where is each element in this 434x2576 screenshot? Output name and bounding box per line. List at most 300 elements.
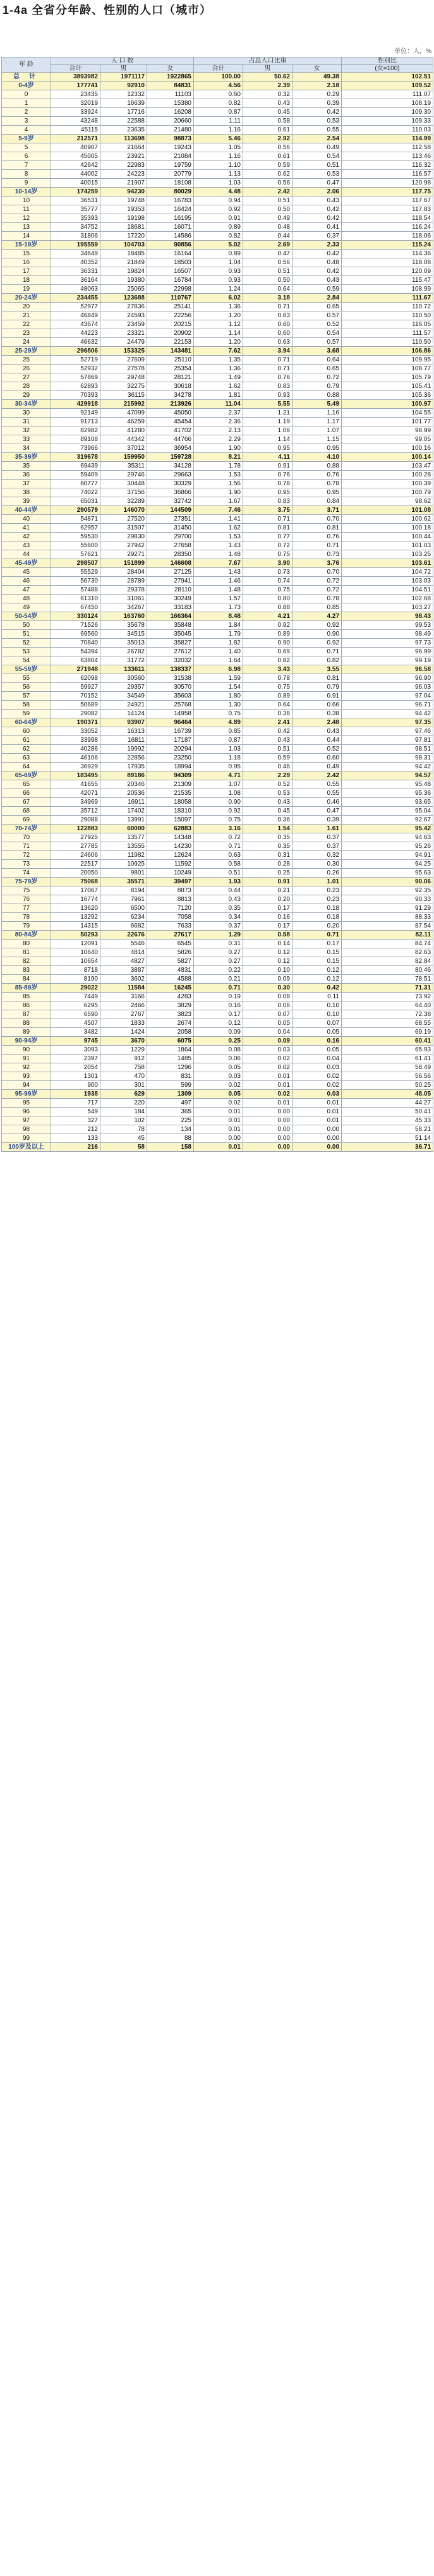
sex-ratio-cell: 64.40 — [342, 1001, 433, 1010]
total-cell: 92149 — [51, 409, 100, 418]
share-total-cell: 0.01 — [194, 1108, 243, 1116]
age-cell: 0-4岁 — [2, 82, 51, 90]
sex-ratio-cell: 111.57 — [342, 329, 433, 338]
table-row — [2, 108, 433, 117]
share-total-cell: 1.53 — [194, 533, 243, 541]
share-male-cell: 0.02 — [243, 1055, 292, 1063]
female-cell: 213926 — [147, 400, 194, 409]
male-cell: 5546 — [100, 940, 147, 948]
sex-ratio-cell: 45.33 — [342, 1116, 433, 1125]
female-cell: 25110 — [147, 356, 194, 365]
table-row — [2, 701, 433, 710]
table-row-group — [2, 400, 433, 409]
table-row — [2, 904, 433, 913]
share-male-cell: 0.01 — [243, 1072, 292, 1081]
female-cell: 35827 — [147, 639, 194, 648]
share-male-cell: 0.63 — [243, 311, 292, 320]
female-cell: 31538 — [147, 674, 194, 683]
share-total-cell: 0.00 — [194, 1134, 243, 1143]
total-cell: 70840 — [51, 639, 100, 648]
male-cell: 60000 — [100, 825, 147, 833]
female-cell: 34278 — [147, 391, 194, 400]
share-male-cell: 0.32 — [243, 90, 292, 99]
total-cell: 42642 — [51, 161, 100, 170]
share-total-cell: 6.02 — [194, 294, 243, 303]
sex-ratio-cell: 95.63 — [342, 869, 433, 878]
age-cell: 7 — [2, 161, 51, 170]
total-cell: 24606 — [51, 851, 100, 860]
total-cell: 32019 — [51, 99, 100, 108]
table-row-group — [2, 135, 433, 143]
table-row — [2, 329, 433, 338]
total-cell: 74022 — [51, 488, 100, 497]
sex-ratio-cell: 95.36 — [342, 789, 433, 798]
female-cell: 27658 — [147, 541, 194, 550]
male-cell: 18485 — [100, 250, 147, 258]
total-cell: 549 — [51, 1108, 100, 1116]
male-cell: 17716 — [100, 108, 147, 117]
male-cell: 24479 — [100, 338, 147, 347]
age-cell: 35-39岁 — [2, 453, 51, 462]
age-cell: 45-49岁 — [2, 559, 51, 568]
female-cell: 28110 — [147, 586, 194, 595]
male-cell: 21664 — [100, 143, 147, 152]
share-total-cell: 0.72 — [194, 833, 243, 842]
total-cell: 216 — [51, 1143, 100, 1152]
male-cell: 26782 — [100, 648, 147, 656]
share-total-cell: 1.36 — [194, 365, 243, 373]
total-cell: 3482 — [51, 1028, 100, 1037]
age-cell: 15 — [2, 250, 51, 258]
table-row — [2, 603, 433, 612]
female-cell: 11103 — [147, 90, 194, 99]
share-female-cell: 0.18 — [292, 913, 342, 922]
age-cell: 80 — [2, 940, 51, 948]
sex-ratio-cell: 103.27 — [342, 603, 433, 612]
sex-ratio-cell: 58.21 — [342, 1125, 433, 1134]
share-female-cell: 0.53 — [292, 170, 342, 179]
share-total-cell: 2.13 — [194, 426, 243, 435]
table-row — [2, 754, 433, 763]
share-female-cell: 0.47 — [292, 179, 342, 188]
share-male-cell: 0.01 — [243, 1099, 292, 1108]
male-cell: 28404 — [100, 568, 147, 577]
male-cell: 25065 — [100, 285, 147, 294]
share-total-cell: 2.37 — [194, 409, 243, 418]
table-row — [2, 886, 433, 895]
female-cell: 20779 — [147, 170, 194, 179]
sex-ratio-cell: 101.03 — [342, 541, 433, 550]
age-cell: 40-44岁 — [2, 506, 51, 515]
table-row-group — [2, 188, 433, 197]
share-total-cell: 1.10 — [194, 161, 243, 170]
share-male-cell: 0.00 — [243, 1116, 292, 1125]
male-cell: 29357 — [100, 683, 147, 692]
total-cell: 717 — [51, 1099, 100, 1108]
share-total-cell: 1.59 — [194, 674, 243, 683]
sex-ratio-cell: 98.49 — [342, 630, 433, 639]
sex-ratio-cell: 115.24 — [342, 241, 433, 250]
table-row — [2, 303, 433, 311]
share-total-cell: 0.71 — [194, 842, 243, 851]
total-cell: 60777 — [51, 480, 100, 488]
female-cell: 41702 — [147, 426, 194, 435]
share-total-cell: 0.25 — [194, 1037, 243, 1046]
table-row — [2, 232, 433, 241]
total-cell: 122883 — [51, 825, 100, 833]
share-male-cell: 0.12 — [243, 957, 292, 966]
share-female-cell: 2.06 — [292, 188, 342, 197]
table-row — [2, 444, 433, 453]
age-cell: 78 — [2, 913, 51, 922]
age-cell: 30 — [2, 409, 51, 418]
share-male-cell: 0.43 — [243, 99, 292, 108]
age-cell: 4 — [2, 126, 51, 135]
age-cell: 58 — [2, 701, 51, 710]
sex-ratio-cell: 104.72 — [342, 568, 433, 577]
table-row — [2, 1055, 433, 1063]
age-cell: 63 — [2, 754, 51, 763]
sex-ratio-cell: 100.44 — [342, 533, 433, 541]
share-total-cell: 1.93 — [194, 878, 243, 886]
male-cell: 470 — [100, 1072, 147, 1081]
female-cell: 62883 — [147, 825, 194, 833]
sex-ratio-cell: 100.28 — [342, 471, 433, 480]
male-cell: 29271 — [100, 550, 147, 559]
share-male-cell: 0.43 — [243, 736, 292, 745]
share-male-cell: 0.00 — [243, 1125, 292, 1134]
sex-ratio-cell: 91.29 — [342, 904, 433, 913]
table-row — [2, 258, 433, 267]
table-row — [2, 1125, 433, 1134]
share-female-cell: 0.85 — [292, 603, 342, 612]
sex-ratio-cell: 116.32 — [342, 161, 433, 170]
female-cell: 35045 — [147, 630, 194, 639]
share-total-cell: 0.91 — [194, 214, 243, 223]
share-total-cell: 1.08 — [194, 789, 243, 798]
female-cell: 3823 — [147, 1010, 194, 1019]
total-cell: 6590 — [51, 1010, 100, 1019]
sex-ratio-cell: 98.51 — [342, 745, 433, 754]
table-row — [2, 161, 433, 170]
age-cell: 86 — [2, 1001, 51, 1010]
share-female-cell: 1.07 — [292, 426, 342, 435]
table-row — [2, 1108, 433, 1116]
share-male-cell: 0.91 — [243, 878, 292, 886]
total-cell: 75068 — [51, 878, 100, 886]
female-cell: 27351 — [147, 515, 194, 524]
male-cell: 6682 — [100, 922, 147, 931]
total-cell: 3893982 — [51, 73, 100, 82]
share-male-cell: 0.56 — [243, 258, 292, 267]
share-female-cell: 0.11 — [292, 993, 342, 1001]
female-cell: 4588 — [147, 975, 194, 984]
sex-ratio-cell: 100.18 — [342, 524, 433, 533]
share-total-cell: 0.01 — [194, 1125, 243, 1134]
total-cell: 45005 — [51, 152, 100, 161]
total-cell: 46632 — [51, 338, 100, 347]
table-row — [2, 993, 433, 1001]
male-cell: 23459 — [100, 320, 147, 329]
table-row — [2, 311, 433, 320]
share-male-cell: 0.07 — [243, 1010, 292, 1019]
table-row — [2, 497, 433, 506]
age-cell: 37 — [2, 480, 51, 488]
share-female-cell: 0.42 — [292, 214, 342, 223]
share-male-cell: 0.75 — [243, 586, 292, 595]
sex-ratio-cell: 94.57 — [342, 771, 433, 780]
share-female-cell: 0.39 — [292, 816, 342, 825]
table-row — [2, 842, 433, 851]
share-total-cell: 0.37 — [194, 922, 243, 931]
male-cell: 13991 — [100, 816, 147, 825]
share-male-cell: 0.80 — [243, 595, 292, 603]
share-female-cell: 1.01 — [292, 878, 342, 886]
total-cell: 45115 — [51, 126, 100, 135]
share-total-cell: 0.01 — [194, 1143, 243, 1152]
share-female-cell: 0.10 — [292, 1001, 342, 1010]
share-male-cell: 0.00 — [243, 1143, 292, 1152]
male-cell: 32275 — [100, 382, 147, 391]
female-cell: 28350 — [147, 550, 194, 559]
sex-ratio-cell: 65.93 — [342, 1046, 433, 1055]
share-female-cell: 0.90 — [292, 630, 342, 639]
total-cell: 43248 — [51, 117, 100, 126]
male-cell: 758 — [100, 1063, 147, 1072]
share-total-cell: 0.22 — [194, 966, 243, 975]
header-sex-ratio: 性别比 — [342, 57, 433, 65]
table-row — [2, 373, 433, 382]
male-cell: 22983 — [100, 161, 147, 170]
sex-ratio-cell: 108.99 — [342, 285, 433, 294]
male-cell: 94230 — [100, 188, 147, 197]
male-cell: 23635 — [100, 126, 147, 135]
total-cell: 174259 — [51, 188, 100, 197]
age-cell: 54 — [2, 656, 51, 665]
female-cell: 25141 — [147, 303, 194, 311]
sex-ratio-cell: 82.11 — [342, 931, 433, 940]
share-female-cell: 0.03 — [292, 1063, 342, 1072]
share-female-cell: 1.16 — [292, 409, 342, 418]
share-male-cell: 0.78 — [243, 674, 292, 683]
female-cell: 25354 — [147, 365, 194, 373]
share-total-cell: 0.17 — [194, 1010, 243, 1019]
sex-ratio-cell: 73.92 — [342, 993, 433, 1001]
share-total-cell: 1.16 — [194, 126, 243, 135]
sex-ratio-cell: 44.27 — [342, 1099, 433, 1108]
total-cell: 48063 — [51, 285, 100, 294]
total-cell: 46106 — [51, 754, 100, 763]
male-cell: 27942 — [100, 541, 147, 550]
table-row — [2, 515, 433, 524]
share-total-cell: 1.11 — [194, 117, 243, 126]
share-female-cell: 0.05 — [292, 1028, 342, 1037]
sex-ratio-cell: 58.49 — [342, 1063, 433, 1072]
total-cell: 298507 — [51, 559, 100, 568]
age-cell: 93 — [2, 1072, 51, 1081]
share-total-cell: 0.87 — [194, 736, 243, 745]
age-cell: 49 — [2, 603, 51, 612]
share-total-cell: 0.93 — [194, 276, 243, 285]
male-cell: 11982 — [100, 851, 147, 860]
total-cell: 33998 — [51, 736, 100, 745]
female-cell: 146608 — [147, 559, 194, 568]
sex-ratio-cell: 94.42 — [342, 763, 433, 771]
share-female-cell: 0.04 — [292, 1055, 342, 1063]
share-male-cell: 0.71 — [243, 356, 292, 365]
share-female-cell: 0.46 — [292, 798, 342, 807]
share-female-cell: 1.61 — [292, 825, 342, 833]
total-cell: 40015 — [51, 179, 100, 188]
male-cell: 29830 — [100, 533, 147, 541]
age-cell: 8 — [2, 170, 51, 179]
sex-ratio-cell: 112.58 — [342, 143, 433, 152]
total-cell: 91713 — [51, 418, 100, 426]
female-cell: 98873 — [147, 135, 194, 143]
age-cell: 75 — [2, 886, 51, 895]
male-cell: 7961 — [100, 895, 147, 904]
total-cell: 14315 — [51, 922, 100, 931]
table-row-group — [2, 1037, 433, 1046]
share-male-cell: 0.60 — [243, 320, 292, 329]
sex-ratio-cell: 104.55 — [342, 409, 433, 418]
share-male-cell: 3.90 — [243, 559, 292, 568]
female-cell: 30618 — [147, 382, 194, 391]
share-total-cell: 0.92 — [194, 205, 243, 214]
total-cell: 69560 — [51, 630, 100, 639]
share-total-cell: 0.02 — [194, 1099, 243, 1108]
table-row — [2, 1046, 433, 1055]
sex-ratio-cell: 114.99 — [342, 135, 433, 143]
female-cell: 7058 — [147, 913, 194, 922]
sex-ratio-cell: 99.19 — [342, 656, 433, 665]
male-cell: 29378 — [100, 586, 147, 595]
female-cell: 1485 — [147, 1055, 194, 1063]
sex-ratio-cell: 102.68 — [342, 595, 433, 603]
male-cell: 1833 — [100, 1019, 147, 1028]
share-total-cell: 100.00 — [194, 73, 243, 82]
table-row — [2, 1063, 433, 1072]
sex-ratio-cell: 118.08 — [342, 258, 433, 267]
share-male-cell: 0.21 — [243, 886, 292, 895]
age-cell: 61 — [2, 736, 51, 745]
sex-ratio-cell: 108.19 — [342, 99, 433, 108]
share-male-cell: 0.17 — [243, 922, 292, 931]
share-male-cell: 0.50 — [243, 205, 292, 214]
share-male-cell: 0.08 — [243, 993, 292, 1001]
share-total-cell: 0.27 — [194, 957, 243, 966]
table-row-group — [2, 1143, 433, 1152]
share-male-cell: 1.21 — [243, 409, 292, 418]
total-cell: 183495 — [51, 771, 100, 780]
female-cell: 35848 — [147, 621, 194, 630]
share-female-cell: 0.23 — [292, 886, 342, 895]
share-total-cell: 1.56 — [194, 480, 243, 488]
share-total-cell: 1.14 — [194, 329, 243, 338]
share-female-cell: 0.49 — [292, 143, 342, 152]
share-male-cell: 0.59 — [243, 754, 292, 763]
share-total-cell: 2.36 — [194, 418, 243, 426]
table-row — [2, 533, 433, 541]
table-row — [2, 426, 433, 435]
female-cell: 8813 — [147, 895, 194, 904]
table-row — [2, 639, 433, 648]
table-row — [2, 577, 433, 586]
share-total-cell: 4.48 — [194, 188, 243, 197]
female-cell: 144509 — [147, 506, 194, 515]
share-male-cell: 0.09 — [243, 1037, 292, 1046]
age-cell: 89 — [2, 1028, 51, 1037]
total-cell: 319678 — [51, 453, 100, 462]
age-cell: 76 — [2, 895, 51, 904]
sex-ratio-cell: 71.31 — [342, 984, 433, 993]
share-male-cell: 2.39 — [243, 82, 292, 90]
male-cell: 28789 — [100, 577, 147, 586]
female-cell: 36866 — [147, 488, 194, 497]
female-cell: 80029 — [147, 188, 194, 197]
total-cell: 33052 — [51, 727, 100, 736]
male-cell: 220 — [100, 1099, 147, 1108]
share-male-cell: 0.88 — [243, 603, 292, 612]
table-row — [2, 471, 433, 480]
total-cell: 59530 — [51, 533, 100, 541]
sex-ratio-cell: 120.98 — [342, 179, 433, 188]
male-cell: 24223 — [100, 170, 147, 179]
share-total-cell: 0.44 — [194, 886, 243, 895]
total-cell: 429918 — [51, 400, 100, 409]
sex-ratio-cell: 90.06 — [342, 878, 433, 886]
total-cell: 70393 — [51, 391, 100, 400]
share-male-cell: 0.95 — [243, 488, 292, 497]
sex-ratio-cell: 78.51 — [342, 975, 433, 984]
total-cell: 35712 — [51, 807, 100, 816]
sex-ratio-cell: 110.50 — [342, 338, 433, 347]
sex-ratio-cell: 68.55 — [342, 1019, 433, 1028]
female-cell: 14348 — [147, 833, 194, 842]
header-total: 合计 — [51, 65, 100, 73]
female-cell: 1309 — [147, 1090, 194, 1099]
share-male-cell: 0.09 — [243, 975, 292, 984]
age-cell: 66 — [2, 789, 51, 798]
share-female-cell: 0.03 — [292, 1090, 342, 1099]
sex-ratio-cell: 98.62 — [342, 497, 433, 506]
table-row — [2, 683, 433, 692]
share-total-cell: 4.56 — [194, 82, 243, 90]
share-male-cell: 0.20 — [243, 895, 292, 904]
age-cell: 46 — [2, 577, 51, 586]
sex-ratio-cell: 116.05 — [342, 320, 433, 329]
table-row — [2, 860, 433, 869]
sex-ratio-cell: 105.79 — [342, 373, 433, 382]
female-cell: 17187 — [147, 736, 194, 745]
male-cell: 13555 — [100, 842, 147, 851]
age-cell: 67 — [2, 798, 51, 807]
unit-note: 单位：人，% — [394, 48, 431, 55]
share-total-cell: 1.80 — [194, 692, 243, 701]
age-cell: 98 — [2, 1125, 51, 1134]
share-total-cell: 1.67 — [194, 497, 243, 506]
share-female-cell: 0.12 — [292, 975, 342, 984]
share-total-cell: 0.02 — [194, 1081, 243, 1090]
share-total-cell: 1.29 — [194, 931, 243, 940]
sex-ratio-cell: 109.30 — [342, 108, 433, 117]
male-cell: 22676 — [100, 931, 147, 940]
total-cell: 57869 — [51, 373, 100, 382]
female-cell: 14586 — [147, 232, 194, 241]
total-cell: 55529 — [51, 568, 100, 577]
table-row — [2, 869, 433, 878]
table-row-group — [2, 931, 433, 940]
